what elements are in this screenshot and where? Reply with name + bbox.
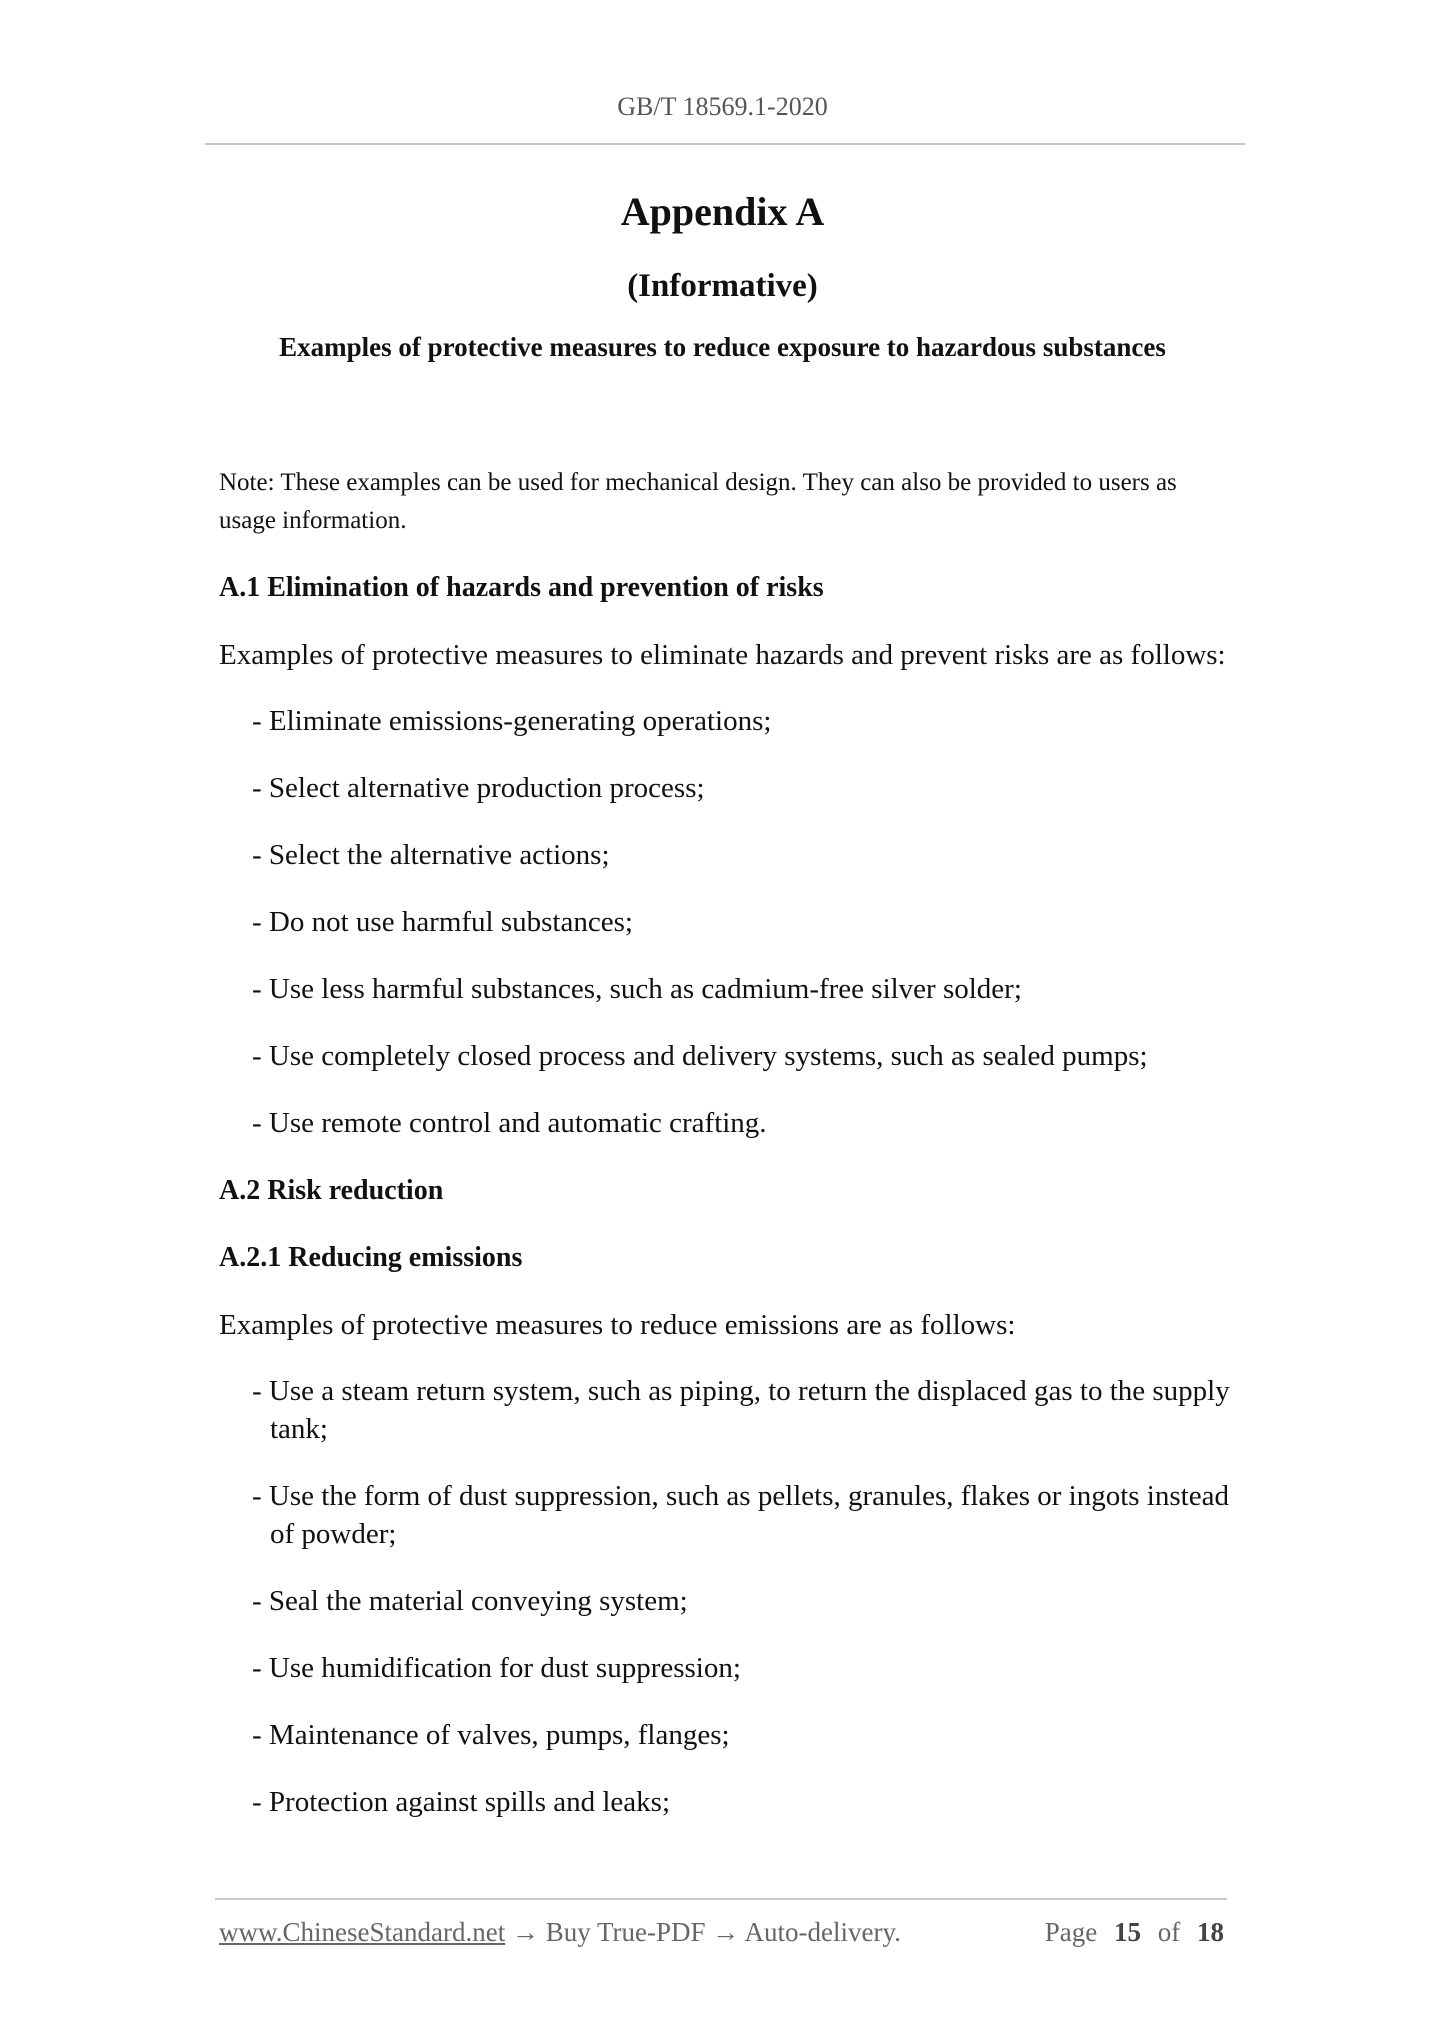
appendix-caption: Examples of protective measures to reduce exposure to hazardous substances [279,332,1166,362]
page-footer [219,1917,1224,1948]
list-item: - Use remote control and automatic crafting. [252,1107,767,1139]
list-item: - Do not use harmful substances; [252,906,633,938]
page-current: 15 [1114,1917,1141,1947]
page-label: Page [1044,1917,1098,1947]
list-item: - Protection against spills and leaks; [252,1786,671,1818]
section-intro-a1: Examples of protective measures to eliminate hazards and prevent risks are as follows: [219,639,1226,671]
section-heading-a1: A.1 Elimination of hazards and prevention of risks [219,572,824,603]
section-intro-a21: Examples of protective measures to reduce emissions are as follows: [219,1309,1016,1341]
appendix-subtitle: (Informative) [627,268,818,304]
footer-divider [215,1898,1227,1900]
appendix-title: Appendix A [620,189,825,234]
list-item: - Use completely closed process and delivery systems, such as sealed pumps; [252,1040,1148,1072]
section-heading-a21: A.2.1 Reducing emissions [219,1242,523,1273]
list-item: - Use less harmful substances, such as cadmium-free silver solder; [252,973,1022,1005]
document-body [219,464,1239,1850]
note-paragraph: Note: These examples can be used for mechanical design. They can also be provided to users as usage information. [219,469,1177,534]
list-item: - Seal the material conveying system; [252,1585,688,1617]
header-divider [205,143,1245,145]
list-item: - Select alternative production process; [252,772,705,804]
measures-list-a21 [219,1372,1239,1821]
document-header: GB/T 18569.1-2020 [617,92,828,121]
of-label: of [1157,1917,1181,1947]
list-item: - Maintenance of valves, pumps, flanges; [252,1719,730,1751]
section-heading-a2: A.2 Risk reduction [219,1175,444,1206]
page-total: 18 [1197,1917,1224,1947]
measures-list-a1 [219,702,1239,1142]
page-indicator [1045,1917,1224,1948]
website-link[interactable]: www.ChineseStandard.net [219,1917,506,1947]
footer-promo-text: → Buy True-PDF → Auto-delivery. [505,1917,901,1947]
footer-promo [219,1917,901,1948]
list-item: - Eliminate emissions-generating operations; [252,705,772,737]
list-item: - Select the alternative actions; [252,839,610,871]
list-item: - Use humidification for dust suppression; [252,1652,741,1684]
list-item: - Use a steam return system, such as piping, to return the displaced gas to the supply tank; [252,1375,1230,1445]
list-item: - Use the form of dust suppression, such as pellets, granules, flakes or ingots instead of powder; [252,1480,1229,1550]
